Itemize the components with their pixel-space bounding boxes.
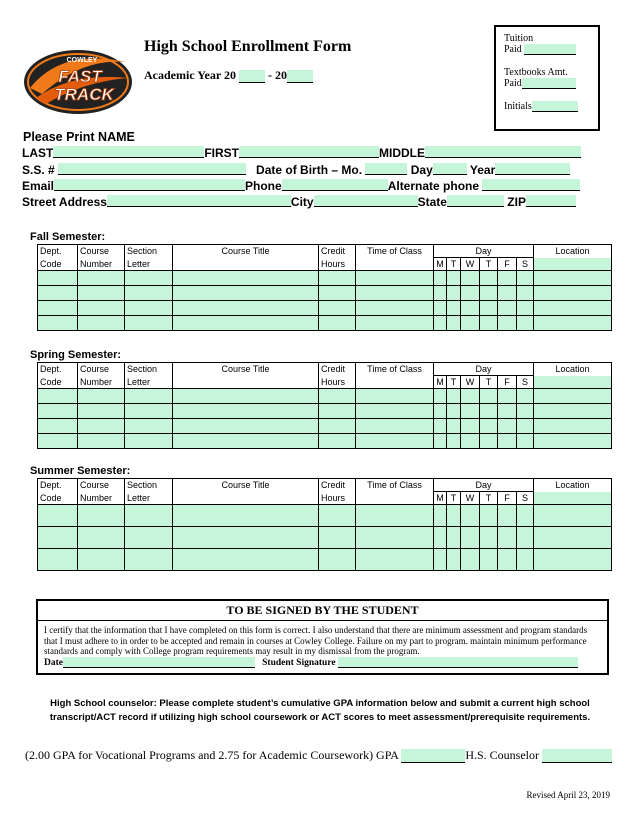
- col-day-header: Day: [434, 245, 534, 258]
- course-cell[interactable]: [498, 316, 517, 331]
- course-cell[interactable]: [78, 404, 125, 419]
- day-letter-header: T: [480, 258, 498, 271]
- day-letter-header: T: [480, 492, 498, 505]
- email-label: Email: [22, 179, 55, 193]
- col-credit-subheader: Hours: [319, 376, 356, 389]
- col-dept-subheader: Code: [38, 258, 78, 271]
- col-course-subheader: Number: [78, 492, 125, 505]
- course-cell[interactable]: [480, 301, 498, 316]
- state-label: State: [417, 195, 447, 209]
- dob-month-field[interactable]: [365, 163, 407, 175]
- student-signature-box: [36, 599, 609, 675]
- course-cell[interactable]: [480, 389, 498, 404]
- day-letter-header: T: [447, 492, 461, 505]
- course-cell[interactable]: [173, 271, 319, 286]
- course-cell[interactable]: [125, 419, 173, 434]
- city-label: City: [290, 195, 314, 209]
- col-time-subheader: [356, 376, 434, 389]
- col-section-subheader: Letter: [125, 258, 173, 271]
- date-field[interactable]: [63, 657, 255, 668]
- course-cell[interactable]: [447, 505, 461, 527]
- day-letter-header: M: [434, 376, 447, 389]
- col-title-subheader: [173, 258, 319, 271]
- course-cell[interactable]: [173, 505, 319, 527]
- student-signature-label: Student Signature: [262, 657, 336, 668]
- summer-course-table: [37, 478, 612, 571]
- page-title: High School Enrollment Form: [144, 38, 352, 55]
- course-cell[interactable]: [173, 434, 319, 449]
- certification-text: I certify that the information that I have completed on this form is correct. I also understand that there are minimum assessment and program standards that I must adhere to in order to be accepted and remain in courses at Cowley College. Failure on my part to program. maintain minimum performance standards and comply with College program requirements may result in my dismissal from the program.: [44, 625, 588, 656]
- contact-row: [22, 178, 586, 194]
- col-location-header: Location: [534, 479, 612, 492]
- col-credit-header: Credit: [319, 363, 356, 376]
- textbooks-paid-field[interactable]: [522, 78, 576, 89]
- course-cell[interactable]: [78, 505, 125, 527]
- course-cell[interactable]: [534, 527, 612, 549]
- course-cell[interactable]: [534, 271, 612, 286]
- col-section-header: Section: [125, 245, 173, 258]
- course-cell[interactable]: [517, 316, 534, 331]
- course-cell[interactable]: [447, 434, 461, 449]
- initials-field[interactable]: [532, 101, 578, 112]
- course-cell[interactable]: [125, 527, 173, 549]
- course-cell[interactable]: [125, 549, 173, 571]
- course-cell[interactable]: [461, 286, 480, 301]
- course-cell[interactable]: [78, 301, 125, 316]
- logo-fast-text: FAST: [58, 67, 102, 86]
- course-cell[interactable]: [319, 389, 356, 404]
- day-letter-header: S: [517, 492, 534, 505]
- course-cell[interactable]: [480, 271, 498, 286]
- col-dept-subheader: Code: [38, 492, 78, 505]
- last-name-label: LAST: [22, 146, 54, 160]
- gpa-label: (2.00 GPA for Vocational Programs and 2.75 for Academic Coursework) GPA: [25, 748, 399, 762]
- course-cell[interactable]: [517, 505, 534, 527]
- course-cell[interactable]: [125, 404, 173, 419]
- day-letter-header: W: [461, 492, 480, 505]
- col-course-header: Course: [78, 479, 125, 492]
- course-cell[interactable]: [498, 404, 517, 419]
- col-title-header: Course Title: [173, 479, 319, 492]
- dob-day-label: Day: [410, 163, 433, 177]
- col-course-subheader: Number: [78, 376, 125, 389]
- revised-date: Revised April 23, 2019: [526, 790, 610, 800]
- col-day-header: Day: [434, 479, 534, 492]
- col-dept-header: Dept.: [38, 245, 78, 258]
- alt-phone-label: Alternate phone: [387, 179, 480, 193]
- course-cell[interactable]: [356, 271, 434, 286]
- street-label: Street Address: [22, 195, 107, 209]
- course-cell[interactable]: [78, 527, 125, 549]
- course-cell[interactable]: [356, 419, 434, 434]
- col-course-header: Course: [78, 245, 125, 258]
- name-row: [22, 145, 586, 161]
- course-cell[interactable]: [517, 286, 534, 301]
- first-name-field[interactable]: [239, 146, 379, 158]
- course-cell[interactable]: [461, 434, 480, 449]
- course-cell[interactable]: [461, 389, 480, 404]
- course-cell[interactable]: [78, 389, 125, 404]
- course-cell[interactable]: [173, 549, 319, 571]
- day-letter-header: W: [461, 376, 480, 389]
- course-cell[interactable]: [534, 286, 612, 301]
- course-cell[interactable]: [534, 549, 612, 571]
- middle-name-field[interactable]: [425, 146, 581, 158]
- course-row: [38, 505, 612, 527]
- course-cell[interactable]: [434, 271, 447, 286]
- course-cell[interactable]: [461, 527, 480, 549]
- textbooks-paid-label: Paid: [504, 78, 522, 89]
- course-cell[interactable]: [125, 286, 173, 301]
- course-cell[interactable]: [447, 419, 461, 434]
- academic-year-end-field[interactable]: [287, 70, 313, 83]
- course-cell[interactable]: [434, 419, 447, 434]
- course-cell[interactable]: [534, 404, 612, 419]
- gpa-row: [25, 748, 612, 763]
- course-cell[interactable]: [38, 271, 78, 286]
- counselor-instructions: High School counselor: Please complete student’s cumulative GPA information below and submit a current high school transcript/ACT record if utilizing high school coursework or ACT scores to meet assessment/prerequisite requirements.: [49, 698, 591, 723]
- course-cell[interactable]: [78, 316, 125, 331]
- course-cell[interactable]: [434, 389, 447, 404]
- course-row: [38, 316, 612, 331]
- course-cell[interactable]: [434, 316, 447, 331]
- course-cell[interactable]: [480, 505, 498, 527]
- col-section-subheader: Letter: [125, 376, 173, 389]
- ss-dob-row: [22, 162, 586, 178]
- textbooks-label: Textbooks Amt.: [504, 67, 568, 78]
- col-dept-header: Dept.: [38, 479, 78, 492]
- course-cell[interactable]: [173, 286, 319, 301]
- course-cell[interactable]: [517, 549, 534, 571]
- course-cell[interactable]: [319, 404, 356, 419]
- academic-year-dash: -: [267, 68, 272, 82]
- course-cell[interactable]: [461, 505, 480, 527]
- academic-year-label: Academic Year 20: [144, 68, 236, 82]
- course-cell[interactable]: [319, 434, 356, 449]
- course-cell[interactable]: [38, 527, 78, 549]
- day-letter-header: F: [498, 376, 517, 389]
- col-credit-header: Credit: [319, 479, 356, 492]
- course-cell[interactable]: [38, 301, 78, 316]
- course-cell[interactable]: [173, 316, 319, 331]
- course-cell[interactable]: [517, 271, 534, 286]
- fall-course-table: [37, 244, 612, 331]
- col-credit-subheader: Hours: [319, 258, 356, 271]
- course-cell[interactable]: [480, 434, 498, 449]
- course-cell[interactable]: [173, 389, 319, 404]
- spring-course-table: [37, 362, 612, 449]
- col-time-header: Time of Class: [356, 363, 434, 376]
- course-cell[interactable]: [480, 549, 498, 571]
- course-cell[interactable]: [78, 434, 125, 449]
- course-cell[interactable]: [38, 316, 78, 331]
- col-title-header: Course Title: [173, 245, 319, 258]
- course-cell[interactable]: [480, 527, 498, 549]
- course-cell[interactable]: [356, 505, 434, 527]
- course-cell[interactable]: [356, 316, 434, 331]
- course-row: [38, 404, 612, 419]
- last-name-field[interactable]: [53, 146, 204, 158]
- dob-year-label: Year: [469, 163, 496, 177]
- state-field[interactable]: [447, 195, 504, 207]
- course-cell[interactable]: [356, 404, 434, 419]
- dob-day-field[interactable]: [433, 163, 467, 175]
- course-cell[interactable]: [480, 316, 498, 331]
- course-cell[interactable]: [517, 404, 534, 419]
- course-cell[interactable]: [517, 434, 534, 449]
- col-title-subheader: [173, 492, 319, 505]
- signature-box-title: TO BE SIGNED BY THE STUDENT: [38, 601, 607, 621]
- course-cell[interactable]: [173, 419, 319, 434]
- ss-field[interactable]: [58, 163, 246, 175]
- day-letter-header: W: [461, 258, 480, 271]
- middle-name-label: MIDDLE: [379, 146, 426, 160]
- col-course-header: Course: [78, 363, 125, 376]
- first-name-label: FIRST: [204, 146, 240, 160]
- course-cell[interactable]: [447, 301, 461, 316]
- course-cell[interactable]: [498, 527, 517, 549]
- office-use-box: [494, 25, 600, 131]
- course-cell[interactable]: [517, 389, 534, 404]
- course-cell[interactable]: [517, 419, 534, 434]
- academic-year-start-field[interactable]: [239, 70, 265, 83]
- course-cell[interactable]: [434, 505, 447, 527]
- col-title-subheader: [173, 376, 319, 389]
- course-cell[interactable]: [447, 527, 461, 549]
- day-letter-header: T: [447, 376, 461, 389]
- course-cell[interactable]: [480, 404, 498, 419]
- course-row: [38, 389, 612, 404]
- col-title-header: Course Title: [173, 363, 319, 376]
- day-letter-header: T: [447, 258, 461, 271]
- course-cell[interactable]: [534, 434, 612, 449]
- col-course-subheader: Number: [78, 258, 125, 271]
- course-cell[interactable]: [319, 301, 356, 316]
- course-cell[interactable]: [356, 286, 434, 301]
- col-credit-header: Credit: [319, 245, 356, 258]
- course-cell[interactable]: [78, 419, 125, 434]
- course-cell[interactable]: [498, 419, 517, 434]
- col-location-header: Location: [534, 245, 612, 258]
- email-field[interactable]: [54, 179, 245, 191]
- col-dept-header: Dept.: [38, 363, 78, 376]
- course-cell[interactable]: [434, 286, 447, 301]
- hs-counselor-field[interactable]: [542, 749, 612, 763]
- course-cell[interactable]: [125, 434, 173, 449]
- course-cell[interactable]: [480, 419, 498, 434]
- course-row: [38, 434, 612, 449]
- hs-counselor-label: H.S. Counselor: [465, 748, 539, 762]
- academic-year-row: [144, 68, 313, 83]
- col-location-subheader: [534, 258, 612, 271]
- day-letter-header: M: [434, 258, 447, 271]
- phone-label: Phone: [245, 179, 282, 193]
- course-cell[interactable]: [517, 527, 534, 549]
- course-cell[interactable]: [319, 419, 356, 434]
- course-row: [38, 527, 612, 549]
- date-label: Date: [44, 657, 63, 668]
- course-cell[interactable]: [461, 301, 480, 316]
- course-cell[interactable]: [461, 404, 480, 419]
- course-cell[interactable]: [498, 549, 517, 571]
- tuition-paid-field[interactable]: [524, 44, 576, 55]
- course-row: [38, 301, 612, 316]
- col-time-header: Time of Class: [356, 245, 434, 258]
- course-cell[interactable]: [534, 419, 612, 434]
- student-signature-field[interactable]: [338, 657, 578, 668]
- course-cell[interactable]: [38, 286, 78, 301]
- course-cell[interactable]: [534, 389, 612, 404]
- zip-field[interactable]: [526, 195, 576, 207]
- course-cell[interactable]: [319, 271, 356, 286]
- day-letter-header: F: [498, 258, 517, 271]
- course-cell[interactable]: [447, 286, 461, 301]
- course-cell[interactable]: [125, 389, 173, 404]
- course-cell[interactable]: [173, 527, 319, 549]
- course-cell[interactable]: [38, 419, 78, 434]
- day-letter-header: S: [517, 258, 534, 271]
- course-cell[interactable]: [78, 271, 125, 286]
- course-cell[interactable]: [125, 316, 173, 331]
- course-cell[interactable]: [461, 549, 480, 571]
- tuition-paid-label: Paid: [504, 44, 522, 55]
- course-cell[interactable]: [534, 316, 612, 331]
- col-day-header: Day: [434, 363, 534, 376]
- address-row: [22, 194, 586, 210]
- course-cell[interactable]: [461, 271, 480, 286]
- course-cell[interactable]: [434, 434, 447, 449]
- course-cell[interactable]: [125, 301, 173, 316]
- fall-semester-label: Fall Semester:: [30, 231, 106, 243]
- course-cell[interactable]: [517, 301, 534, 316]
- day-letter-header: T: [480, 376, 498, 389]
- alt-phone-field[interactable]: [482, 179, 580, 191]
- phone-field[interactable]: [282, 179, 388, 191]
- course-cell[interactable]: [319, 505, 356, 527]
- course-cell[interactable]: [356, 549, 434, 571]
- day-letter-header: S: [517, 376, 534, 389]
- course-cell[interactable]: [434, 301, 447, 316]
- dob-month-label: Date of Birth – Mo.: [256, 163, 363, 177]
- course-row: [38, 271, 612, 286]
- col-dept-subheader: Code: [38, 376, 78, 389]
- academic-year-label-2: 20: [274, 68, 287, 82]
- col-location-subheader: [534, 376, 612, 389]
- course-cell[interactable]: [319, 549, 356, 571]
- course-cell[interactable]: [356, 301, 434, 316]
- course-cell[interactable]: [447, 271, 461, 286]
- city-field[interactable]: [314, 195, 418, 207]
- dob-year-field[interactable]: [495, 163, 570, 175]
- signature-row: [38, 657, 607, 668]
- logo-cowley-text: COWLEY: [66, 57, 98, 64]
- course-cell[interactable]: [319, 527, 356, 549]
- course-cell[interactable]: [447, 316, 461, 331]
- spring-semester-label: Spring Semester:: [30, 349, 122, 361]
- initials-label: Initials: [504, 101, 532, 112]
- course-cell[interactable]: [447, 404, 461, 419]
- course-cell[interactable]: [434, 404, 447, 419]
- course-cell[interactable]: [498, 505, 517, 527]
- course-cell[interactable]: [38, 389, 78, 404]
- ss-label: S.S. #: [22, 163, 55, 177]
- course-cell[interactable]: [38, 434, 78, 449]
- col-section-subheader: Letter: [125, 492, 173, 505]
- course-cell[interactable]: [319, 286, 356, 301]
- col-location-header: Location: [534, 363, 612, 376]
- course-cell[interactable]: [173, 404, 319, 419]
- col-time-subheader: [356, 492, 434, 505]
- street-field[interactable]: [107, 195, 291, 207]
- course-cell[interactable]: [461, 316, 480, 331]
- course-cell[interactable]: [498, 286, 517, 301]
- course-cell[interactable]: [356, 527, 434, 549]
- course-cell[interactable]: [78, 549, 125, 571]
- col-time-header: Time of Class: [356, 479, 434, 492]
- course-cell[interactable]: [173, 301, 319, 316]
- course-cell[interactable]: [78, 286, 125, 301]
- col-credit-subheader: Hours: [319, 492, 356, 505]
- course-cell[interactable]: [498, 271, 517, 286]
- course-cell[interactable]: [480, 286, 498, 301]
- col-section-header: Section: [125, 363, 173, 376]
- course-cell[interactable]: [498, 434, 517, 449]
- summer-semester-label: Summer Semester:: [30, 465, 131, 477]
- tuition-label: Tuition: [504, 33, 534, 44]
- col-time-subheader: [356, 258, 434, 271]
- course-cell[interactable]: [125, 271, 173, 286]
- course-cell[interactable]: [38, 549, 78, 571]
- course-cell[interactable]: [434, 527, 447, 549]
- course-cell[interactable]: [534, 301, 612, 316]
- col-location-subheader: [534, 492, 612, 505]
- course-row: [38, 549, 612, 571]
- course-row: [38, 286, 612, 301]
- course-cell[interactable]: [461, 419, 480, 434]
- cowley-fast-track-logo: [22, 38, 134, 118]
- zip-label: ZIP: [507, 195, 526, 209]
- course-cell[interactable]: [319, 316, 356, 331]
- course-cell[interactable]: [447, 549, 461, 571]
- course-cell[interactable]: [38, 505, 78, 527]
- course-cell[interactable]: [498, 301, 517, 316]
- col-section-header: Section: [125, 479, 173, 492]
- course-cell[interactable]: [356, 434, 434, 449]
- course-cell[interactable]: [356, 389, 434, 404]
- course-cell[interactable]: [125, 505, 173, 527]
- course-cell[interactable]: [447, 389, 461, 404]
- course-cell[interactable]: [38, 404, 78, 419]
- logo-track-text: TRACK: [54, 85, 114, 104]
- course-cell[interactable]: [534, 505, 612, 527]
- course-cell[interactable]: [498, 389, 517, 404]
- course-row: [38, 419, 612, 434]
- day-letter-header: F: [498, 492, 517, 505]
- course-cell[interactable]: [434, 549, 447, 571]
- gpa-field[interactable]: [401, 749, 465, 763]
- day-letter-header: M: [434, 492, 447, 505]
- please-print-heading: Please Print NAME: [23, 130, 135, 144]
